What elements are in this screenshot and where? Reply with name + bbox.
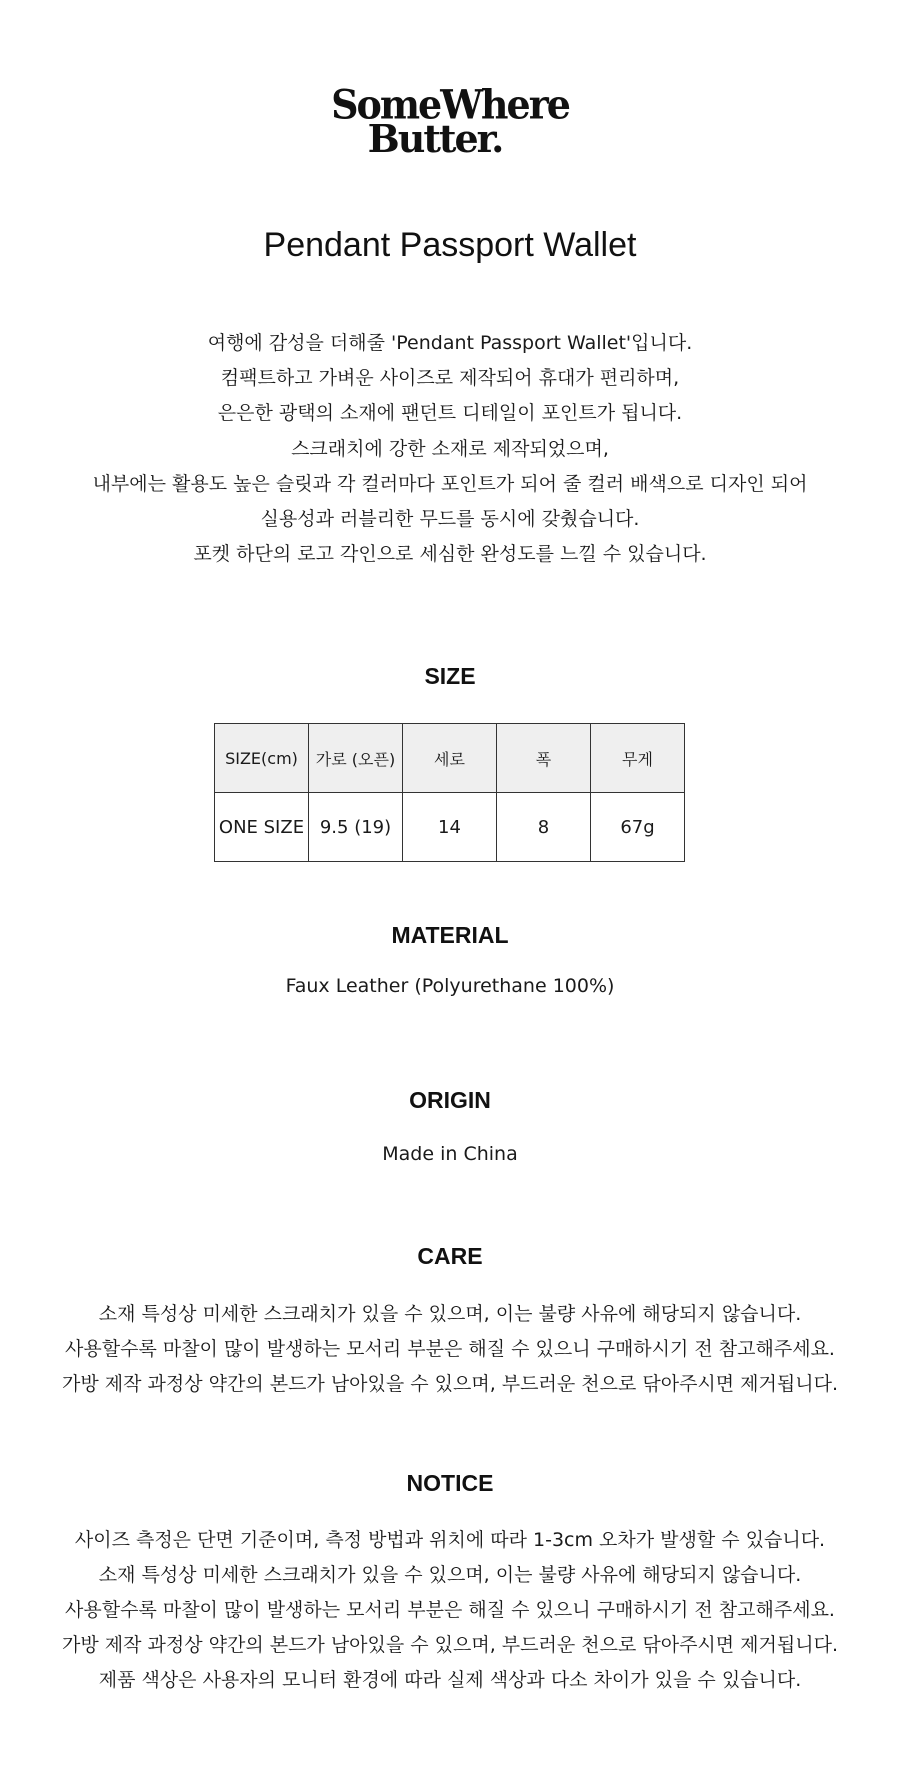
notice-text xyxy=(0,1523,900,1698)
origin-heading: ORIGIN xyxy=(409,1087,491,1113)
logo-line-2: Butter. xyxy=(367,116,503,161)
notice-line: 소재 특성상 미세한 스크래치가 있을 수 있으며, 이는 불량 사유에 해당되지 않습니다. xyxy=(98,1564,802,1586)
size-table xyxy=(214,723,685,862)
size-table-header-cell: 폭 xyxy=(497,724,591,793)
size-table-cell: 67g xyxy=(591,793,685,862)
care-line: 사용할수록 마찰이 많이 발생하는 모서리 부분은 해질 수 있으니 구매하시기 전 참고해주세요. xyxy=(65,1338,835,1360)
size-table-cell: 14 xyxy=(403,793,497,862)
notice-heading: NOTICE xyxy=(406,1470,494,1496)
size-table-cell: 8 xyxy=(497,793,591,862)
size-table-header-cell: SIZE(cm) xyxy=(215,724,309,793)
notice-line: 사이즈 측정은 단면 기준이며, 측정 방법과 위치에 따라 1-3cm 오차가 발생할 수 있습니다. xyxy=(74,1529,826,1551)
size-table-header-cell: 가로 (오픈) xyxy=(309,724,403,793)
description-line: 여행에 감성을 더해줄 'Pendant Passport Wallet'입니다. xyxy=(207,332,693,354)
description-line: 스크래치에 강한 소재로 제작되었으며, xyxy=(291,437,609,460)
notice-line: 가방 제작 과정상 약간의 본드가 남아있을 수 있으며, 부드러운 천으로 닦아주시면 제거됩니다. xyxy=(62,1634,838,1656)
size-table-row xyxy=(215,793,685,862)
origin-text: Made in China xyxy=(382,1143,518,1165)
notice-line: 사용할수록 마찰이 많이 발생하는 모서리 부분은 해질 수 있으니 구매하시기 전 참고해주세요. xyxy=(65,1599,835,1621)
care-text xyxy=(0,1297,900,1402)
size-table-cell: ONE SIZE xyxy=(215,793,309,862)
care-heading: CARE xyxy=(417,1243,483,1269)
size-table-header-cell: 무게 xyxy=(591,724,685,793)
description-line: 내부에는 활용도 높은 슬릿과 각 컬러마다 포인트가 되어 줄 컬러 배색으로 디자인 되어 xyxy=(92,472,808,495)
product-description xyxy=(0,326,900,572)
care-line: 소재 특성상 미세한 스크래치가 있을 수 있으며, 이는 불량 사유에 해당되지 않습니다. xyxy=(98,1303,802,1325)
size-table-cell: 9.5 (19) xyxy=(309,793,403,862)
care-line: 가방 제작 과정상 약간의 본드가 남아있을 수 있으며, 부드러운 천으로 닦아주시면 제거됩니다. xyxy=(62,1373,838,1395)
notice-line: 제품 색상은 사용자의 모니터 환경에 따라 실제 색상과 다소 차이가 있을 수 있습니다. xyxy=(98,1669,802,1691)
size-heading: SIZE xyxy=(424,663,476,689)
size-table-header-row xyxy=(215,724,685,793)
logo-line-1: SomeWhere xyxy=(331,80,569,129)
material-heading: MATERIAL xyxy=(391,922,509,948)
description-line: 포켓 하단의 로고 각인으로 세심한 완성도를 느낄 수 있습니다. xyxy=(193,543,707,566)
brand-logo xyxy=(0,80,900,161)
description-line: 실용성과 러블리한 무드를 동시에 갖췄습니다. xyxy=(260,508,640,531)
description-line: 은은한 광택의 소재에 팬던트 디테일이 포인트가 됩니다. xyxy=(217,402,683,425)
material-text: Faux Leather (Polyurethane 100%) xyxy=(285,975,615,997)
description-line: 컴팩트하고 가벼운 사이즈로 제작되어 휴대가 편리하며, xyxy=(220,367,680,390)
product-title: Pendant Passport Wallet xyxy=(263,226,637,264)
size-table-header-cell: 세로 xyxy=(403,724,497,793)
